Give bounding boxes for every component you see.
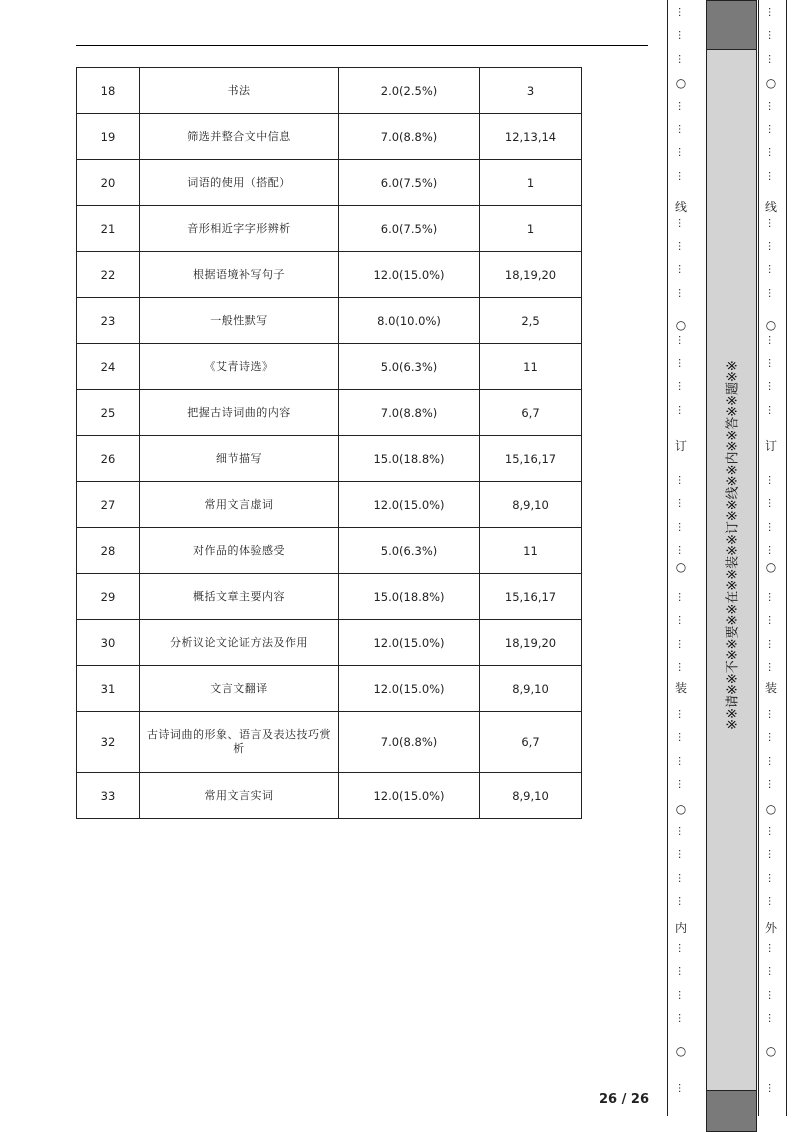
binding-dots: …: [676, 498, 687, 509]
score-cell: 7.0(8.8%): [339, 390, 480, 436]
row-number-cell: 28: [77, 528, 140, 574]
binding-dots: …: [676, 779, 687, 790]
row-number-cell: 26: [77, 436, 140, 482]
question-numbers-cell: 11: [480, 528, 582, 574]
row-number-cell: 19: [77, 114, 140, 160]
row-number-cell: 20: [77, 160, 140, 206]
binding-dots: …: [676, 30, 687, 41]
binding-dots: …: [766, 662, 777, 673]
binding-dots: …: [766, 264, 777, 275]
score-cell: 12.0(15.0%): [339, 773, 480, 819]
score-cell: 6.0(7.5%): [339, 160, 480, 206]
binding-dots: …: [766, 521, 777, 532]
binding-dots: …: [676, 732, 687, 743]
binding-dots: …: [766, 872, 777, 883]
table-row: [77, 298, 582, 344]
binding-dots: …: [676, 358, 687, 368]
binding-label: 订: [674, 439, 687, 453]
binding-dots: …: [766, 1083, 777, 1094]
knowledge-point-cell: 音形相近字字形辨析: [140, 206, 339, 252]
table-row: [77, 620, 582, 666]
question-numbers-cell: 12,13,14: [480, 114, 582, 160]
score-cell: 5.0(6.3%): [339, 344, 480, 390]
binding-dots: …: [676, 1083, 687, 1094]
binding-dots: …: [676, 966, 687, 977]
score-cell: 2.0(2.5%): [339, 68, 480, 114]
score-cell: 8.0(10.0%): [339, 298, 480, 344]
binding-dots: …: [676, 943, 687, 953]
question-numbers-cell: 2,5: [480, 298, 582, 344]
knowledge-point-cell: 把握古诗词曲的内容: [140, 390, 339, 436]
table-row: [77, 206, 582, 252]
knowledge-point-table: [76, 67, 582, 819]
binding-label: 订: [764, 439, 777, 453]
row-number-cell: 30: [77, 620, 140, 666]
row-number-cell: 31: [77, 666, 140, 712]
question-numbers-cell: 18,19,20: [480, 620, 582, 666]
score-cell: 7.0(8.8%): [339, 114, 480, 160]
table-row: [77, 482, 582, 528]
binding-label: 线: [764, 200, 777, 214]
row-number-cell: 29: [77, 574, 140, 620]
table-row: [77, 574, 582, 620]
inner-binding-line: [667, 0, 668, 1116]
binding-dots: …: [676, 241, 687, 251]
binding-dots: …: [766, 826, 777, 836]
binding-dots: …: [766, 287, 777, 298]
binding-dots: …: [676, 755, 687, 766]
score-cell: 7.0(8.8%): [339, 712, 480, 773]
binding-dots: …: [676, 849, 687, 860]
binding-dots: …: [676, 989, 687, 1000]
row-number-cell: 18: [77, 68, 140, 114]
inner-binding-marks: [669, 0, 693, 1116]
binding-dots: …: [676, 896, 687, 907]
binding-label: 内: [674, 921, 687, 935]
row-number-cell: 21: [77, 206, 140, 252]
page-number: [599, 1092, 649, 1107]
table-row: [77, 114, 582, 160]
knowledge-point-cell: 概括文章主要内容: [140, 574, 339, 620]
binding-dots: …: [676, 334, 687, 345]
binding-circle-icon: ○: [765, 76, 777, 90]
question-numbers-cell: 1: [480, 160, 582, 206]
binding-circle-icon: ○: [765, 318, 777, 332]
binding-dots: …: [766, 755, 777, 766]
table-row: [77, 68, 582, 114]
binding-circle-icon: ○: [675, 318, 687, 332]
binding-dots: …: [676, 217, 687, 228]
binding-dots: …: [766, 381, 777, 392]
header-rule: [76, 45, 648, 46]
binding-dots: …: [676, 124, 687, 134]
binding-dots: …: [766, 989, 777, 1000]
knowledge-point-cell: 一般性默写: [140, 298, 339, 344]
binding-dots: …: [766, 849, 777, 860]
row-number-cell: 27: [77, 482, 140, 528]
question-numbers-cell: 15,16,17: [480, 436, 582, 482]
table-row: [77, 160, 582, 206]
row-number-cell: 32: [77, 712, 140, 773]
binding-label: 装: [764, 681, 777, 695]
binding-dots: …: [766, 545, 777, 556]
question-numbers-cell: 8,9,10: [480, 482, 582, 528]
knowledge-point-cell: 词语的使用（搭配）: [140, 160, 339, 206]
binding-dots: …: [676, 592, 687, 602]
table-row: [77, 528, 582, 574]
binding-dots: …: [676, 264, 687, 275]
knowledge-point-cell: 书法: [140, 68, 339, 114]
knowledge-point-cell: 对作品的体验感受: [140, 528, 339, 574]
score-cell: 15.0(18.8%): [339, 574, 480, 620]
score-cell: 6.0(7.5%): [339, 206, 480, 252]
binding-dots: …: [676, 53, 687, 64]
binding-circle-icon: ○: [765, 802, 777, 816]
knowledge-point-cell: 常用文言虚词: [140, 482, 339, 528]
table-row: [77, 436, 582, 482]
binding-dots: …: [766, 732, 777, 743]
table-row: [77, 344, 582, 390]
outer-binding-marks: [759, 0, 783, 1116]
binding-dots: …: [766, 615, 777, 626]
binding-dots: …: [766, 217, 777, 228]
question-numbers-cell: 18,19,20: [480, 252, 582, 298]
row-number-cell: 23: [77, 298, 140, 344]
binding-circle-icon: ○: [765, 1044, 777, 1058]
binding-dots: …: [676, 872, 687, 883]
no-answer-warning: ※※请※※不※※要※※在※※装※※订※※线※※内※※答※※题※※: [725, 360, 741, 730]
binding-dots: …: [676, 7, 687, 17]
question-numbers-cell: 15,16,17: [480, 574, 582, 620]
page-total: 26: [630, 1092, 649, 1107]
binding-dots: …: [766, 334, 777, 345]
knowledge-point-cell: 古诗词曲的形象、语言及表达技巧赏析: [140, 712, 339, 773]
binding-dots: …: [676, 638, 687, 649]
binding-dots: …: [766, 53, 777, 64]
binding-dots: …: [766, 358, 777, 368]
knowledge-point-cell: 常用文言实词: [140, 773, 339, 819]
binding-dots: …: [766, 241, 777, 251]
binding-circle-icon: ○: [675, 802, 687, 816]
row-number-cell: 33: [77, 773, 140, 819]
binding-dots: …: [766, 124, 777, 134]
row-number-cell: 25: [77, 390, 140, 436]
question-numbers-cell: 6,7: [480, 390, 582, 436]
binding-dots: …: [676, 381, 687, 392]
binding-dots: …: [766, 638, 777, 649]
binding-dots: …: [676, 287, 687, 298]
knowledge-point-cell: 细节描写: [140, 436, 339, 482]
binding-circle-icon: ○: [675, 560, 687, 574]
question-numbers-cell: 6,7: [480, 712, 582, 773]
table-row: [77, 252, 582, 298]
binding-label: 线: [674, 200, 687, 214]
binding-circle-icon: ○: [765, 560, 777, 574]
binding-dots: …: [766, 896, 777, 907]
knowledge-point-cell: 根据语境补写句子: [140, 252, 339, 298]
binding-dots: …: [766, 1013, 777, 1024]
page-current: 26: [599, 1092, 618, 1107]
binding-circle-icon: ○: [675, 1044, 687, 1058]
knowledge-point-cell: 分析议论文论证方法及作用: [140, 620, 339, 666]
binding-dots: …: [766, 592, 777, 602]
binding-label: 外: [764, 921, 777, 935]
binding-dots: …: [676, 1013, 687, 1024]
knowledge-point-cell: 《艾青诗选》: [140, 344, 339, 390]
score-cell: 15.0(18.8%): [339, 436, 480, 482]
binding-block-top: [706, 0, 757, 50]
binding-dots: …: [676, 826, 687, 836]
binding-dots: …: [766, 404, 777, 415]
outer-binding-line-right: [786, 0, 787, 1116]
score-cell: 5.0(6.3%): [339, 528, 480, 574]
binding-dots: …: [676, 170, 687, 181]
question-numbers-cell: 1: [480, 206, 582, 252]
page-separator: /: [621, 1092, 627, 1107]
score-cell: 12.0(15.0%): [339, 666, 480, 712]
score-cell: 12.0(15.0%): [339, 482, 480, 528]
row-number-cell: 24: [77, 344, 140, 390]
question-numbers-cell: 11: [480, 344, 582, 390]
binding-dots: …: [766, 943, 777, 953]
binding-dots: …: [766, 966, 777, 977]
binding-dots: …: [676, 662, 687, 673]
binding-dots: …: [676, 709, 687, 719]
row-number-cell: 22: [77, 252, 140, 298]
binding-dots: …: [766, 475, 777, 485]
table-row: [77, 773, 582, 819]
binding-dots: …: [766, 709, 777, 719]
binding-dots: …: [676, 615, 687, 626]
table-row: [77, 666, 582, 712]
binding-dots: …: [676, 404, 687, 415]
table-row: [77, 712, 582, 773]
binding-dots: …: [766, 498, 777, 509]
binding-dots: …: [766, 7, 777, 17]
score-cell: 12.0(15.0%): [339, 620, 480, 666]
binding-dots: …: [766, 100, 777, 111]
binding-dots: …: [676, 100, 687, 111]
table-row: [77, 390, 582, 436]
binding-dots: …: [676, 147, 687, 158]
knowledge-point-cell: 筛选并整合文中信息: [140, 114, 339, 160]
question-numbers-cell: 3: [480, 68, 582, 114]
binding-dots: …: [766, 170, 777, 181]
binding-dots: …: [676, 475, 687, 485]
score-cell: 12.0(15.0%): [339, 252, 480, 298]
binding-dots: …: [766, 30, 777, 41]
question-numbers-cell: 8,9,10: [480, 773, 582, 819]
binding-block-bottom: [706, 1090, 757, 1132]
knowledge-point-cell: 文言文翻译: [140, 666, 339, 712]
binding-circle-icon: ○: [675, 76, 687, 90]
binding-dots: …: [766, 779, 777, 790]
binding-label: 装: [674, 681, 687, 695]
binding-dots: …: [676, 521, 687, 532]
question-numbers-cell: 8,9,10: [480, 666, 582, 712]
binding-dots: …: [676, 545, 687, 556]
binding-dots: …: [766, 147, 777, 158]
